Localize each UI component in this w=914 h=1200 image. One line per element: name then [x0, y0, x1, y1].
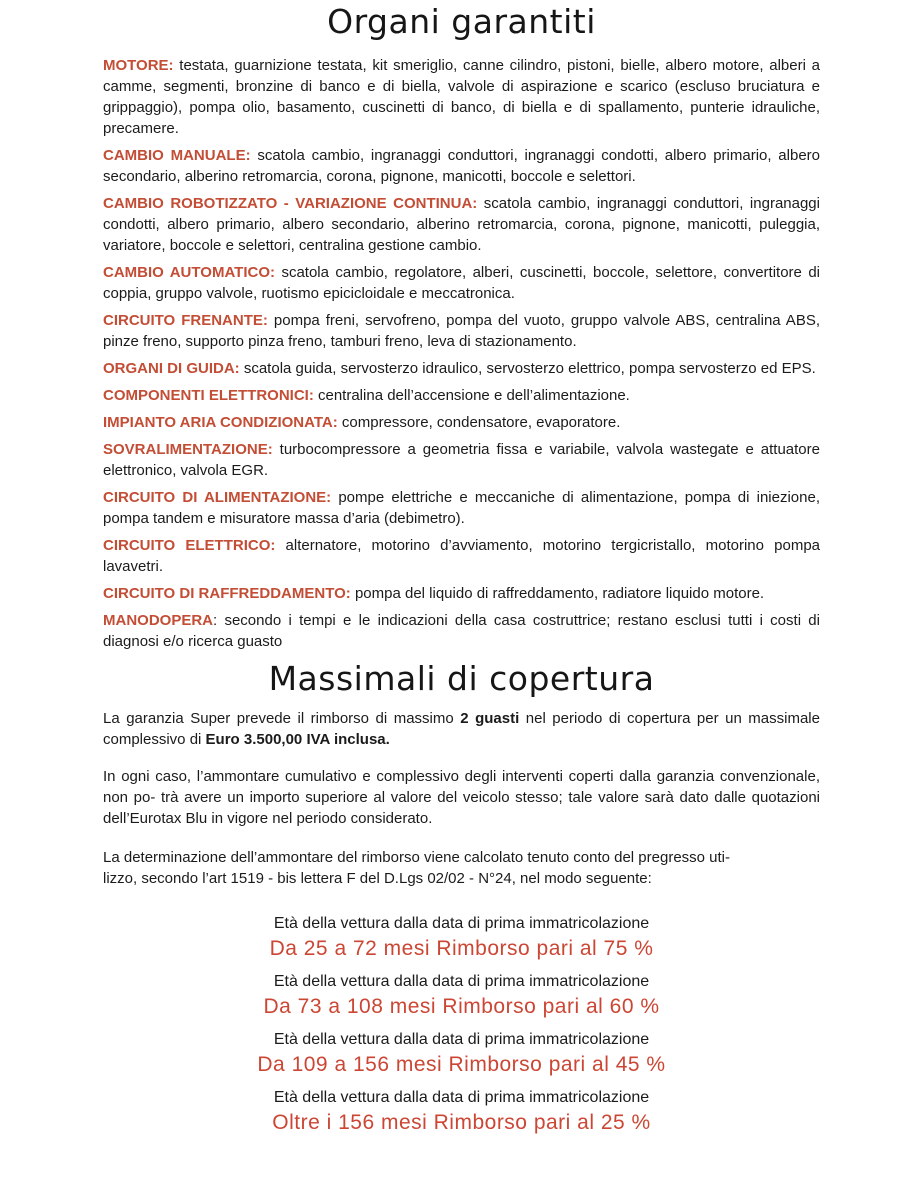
- warranty-item-circuito-alimentazione: [103, 487, 820, 529]
- massimali-p3-line-2: lizzo, secondo l’art 1519 - bis lettera F del D.Lgs 02/02 - N°24, nel modo seguente:: [103, 870, 652, 887]
- massimali-paragraph-reimbursement-rule: [103, 847, 820, 889]
- warranty-item-manodopera-text: : secondo i tempi e le indicazioni della casa costruttrice; restano esclusi tutti i costi di diagnosi e/o ricerca guasto: [103, 612, 820, 650]
- coverage-tier-age-label: Età della vettura dalla data di prima immatricolazione: [273, 1089, 650, 1106]
- warranty-item-motore-label: MOTORE:: [103, 57, 174, 74]
- warranty-item-circuito-elettrico-label: CIRCUITO ELETTRICO:: [103, 537, 276, 554]
- warranty-item-sovralimentazione-text: turbocompressore a geometria fissa e variabile, valvola wastegate e attuatore elettronico, valvola EGR.: [103, 441, 820, 479]
- massimali-paragraph-guarantee: [103, 708, 820, 750]
- warranty-item-cambio-automatico: [103, 262, 820, 304]
- page-title-massimali-di-copertura: Massimali di copertura: [268, 659, 655, 698]
- warranty-item-impianto-aria-label: IMPIANTO ARIA CONDIZIONATA:: [103, 414, 338, 431]
- warranty-item-cambio-automatico-text: scatola cambio, regolatore, alberi, cuscinetti, boccole, selettore, convertitore di coppia, gruppo valvole, ruotismo epicicloidale e meccatronica.: [103, 264, 821, 302]
- massimali-p3-line-1: La determinazione dell’ammontare del rimborso viene calcolato tenuto conto del pregresso uti-: [103, 849, 731, 866]
- warranty-item-cambio-robotizzato-text: scatola cambio, ingranaggi conduttori, ingranaggi condotti, albero primario, albero secondario, alberino retromarcia, corona, pignone, manicotti, puleggia, variatore, boccole e selettori, centralina gestione cambio.: [103, 195, 820, 254]
- warranty-item-cambio-robotizzato-label: CAMBIO ROBOTIZZATO - VARIAZIONE CONTINUA:: [103, 195, 478, 212]
- coverage-tier-refund-value: Oltre i 156 mesi Rimborso pari al 25 %: [272, 1111, 651, 1134]
- warranty-item-organi-di-guida: [103, 358, 820, 379]
- warranty-item-circuito-raffreddamento-text: pompa del liquido di raffreddamento, radiatore liquido motore.: [350, 585, 765, 602]
- warranty-item-cambio-manuale-label: CAMBIO MANUALE:: [103, 147, 251, 164]
- warranty-item-circuito-elettrico: [103, 535, 820, 577]
- warranty-item-impianto-aria: [103, 412, 820, 433]
- warranty-item-circuito-frenante-text: pompa freni, servofreno, pompa del vuoto, gruppo valvole ABS, centralina ABS, pinze freno, supporto pinza freno, tamburi freno, leva di stazionamento.: [103, 312, 820, 350]
- warranty-item-componenti-elettronici-text: centralina dell’accensione e dell’alimentazione.: [313, 387, 630, 404]
- warranty-item-sovralimentazione: [103, 439, 820, 481]
- warranty-item-circuito-raffreddamento: [103, 583, 820, 604]
- coverage-tier-over-156-months: [103, 1087, 820, 1137]
- coverage-tier-refund-value: Da 25 a 72 mesi Rimborso pari al 75 %: [269, 937, 654, 960]
- warranty-item-circuito-raffreddamento-label: CIRCUITO DI RAFFREDDAMENTO:: [103, 585, 351, 602]
- coverage-tier-25-72-months: [103, 913, 820, 963]
- warranty-item-organi-di-guida-text: scatola guida, servosterzo idraulico, servosterzo elettrico, pompa servosterzo ed EPS.: [239, 360, 816, 377]
- warranty-item-cambio-manuale-text: scatola cambio, ingranaggi conduttori, ingranaggi condotti, albero primario, albero secondario, alberino retromarcia, corona, pignone, manicotti, boccole e selettori.: [103, 147, 821, 185]
- warranty-item-circuito-frenante-label: CIRCUITO FRENANTE:: [103, 312, 268, 329]
- coverage-tier-109-156-months: [103, 1029, 820, 1079]
- coverage-schedule: [103, 913, 820, 1137]
- warranty-item-circuito-alimentazione-label: CIRCUITO DI ALIMENTAZIONE:: [103, 489, 332, 506]
- warranty-item-cambio-automatico-label: CAMBIO AUTOMATICO:: [103, 264, 275, 281]
- warranty-item-impianto-aria-text: compressore, condensatore, evaporatore.: [337, 414, 621, 431]
- warranty-item-motore-text: testata, guarnizione testata, kit smeriglio, canne cilindro, pistoni, bielle, albero motore, alberi a camme, segmenti, bronzine di banco e di biella, valvole di aspirazione e scarico (escluso bruciatura e grippaggio), pompa olio, basamento, cuscinetti di banco, di biella e di spallamento, punterie idrauliche, precamere.: [103, 57, 820, 137]
- warranty-item-manodopera-label: MANODOPERA: [103, 612, 214, 629]
- warranty-item-organi-di-guida-label: ORGANI DI GUIDA:: [103, 360, 240, 377]
- warranty-item-manodopera: [103, 610, 820, 652]
- massimali-p1-text-2: nel periodo di copertura per un massimale complessivo di: [103, 710, 820, 748]
- warranty-item-cambio-robotizzato: [103, 193, 820, 256]
- warranty-item-circuito-elettrico-text: alternatore, motorino d’avviamento, motorino tergicristallo, motorino pompa lavavetri.: [103, 537, 820, 575]
- warranty-item-sovralimentazione-label: SOVRALIMENTAZIONE:: [103, 441, 273, 458]
- warranty-item-componenti-elettronici: [103, 385, 820, 406]
- page-title-organi-garantiti: Organi garantiti: [327, 2, 596, 41]
- warranty-item-circuito-alimentazione-text: pompe elettriche e meccaniche di alimentazione, pompa di iniezione, pompa tandem e misuratore massa d’aria (debimetro).: [103, 489, 820, 527]
- warranty-item-cambio-manuale: [103, 145, 820, 187]
- warranty-item-motore: [103, 55, 820, 139]
- coverage-tier-refund-value: Da 109 a 156 mesi Rimborso pari al 45 %: [257, 1053, 666, 1076]
- massimali-p1-text-1: La garanzia Super prevede il rimborso di massimo: [103, 710, 461, 727]
- massimali-p1-bold-guasti: 2 guasti: [460, 710, 520, 727]
- coverage-tier-refund-value: Da 73 a 108 mesi Rimborso pari al 60 %: [263, 995, 660, 1018]
- coverage-tier-age-label: Età della vettura dalla data di prima immatricolazione: [273, 973, 650, 990]
- coverage-tier-age-label: Età della vettura dalla data di prima immatricolazione: [273, 1031, 650, 1048]
- warranty-item-componenti-elettronici-label: COMPONENTI ELETTRONICI:: [103, 387, 314, 404]
- warranty-item-circuito-frenante: [103, 310, 820, 352]
- massimali-p1-bold-euro: Euro 3.500,00 IVA inclusa.: [205, 731, 390, 748]
- coverage-tier-age-label: Età della vettura dalla data di prima immatricolazione: [273, 915, 650, 932]
- massimali-paragraph-cumulative-amount: In ogni caso, l’ammontare cumulativo e complessivo degli interventi coperti dalla garanzia convenzionale, non po- trà avere un importo superiore al valore del veicolo stesso; tale valore sarà dato dalle quotazioni dell’Eurotax Blu in vigore nel periodo considerato.: [103, 768, 820, 827]
- coverage-tier-73-108-months: [103, 971, 820, 1021]
